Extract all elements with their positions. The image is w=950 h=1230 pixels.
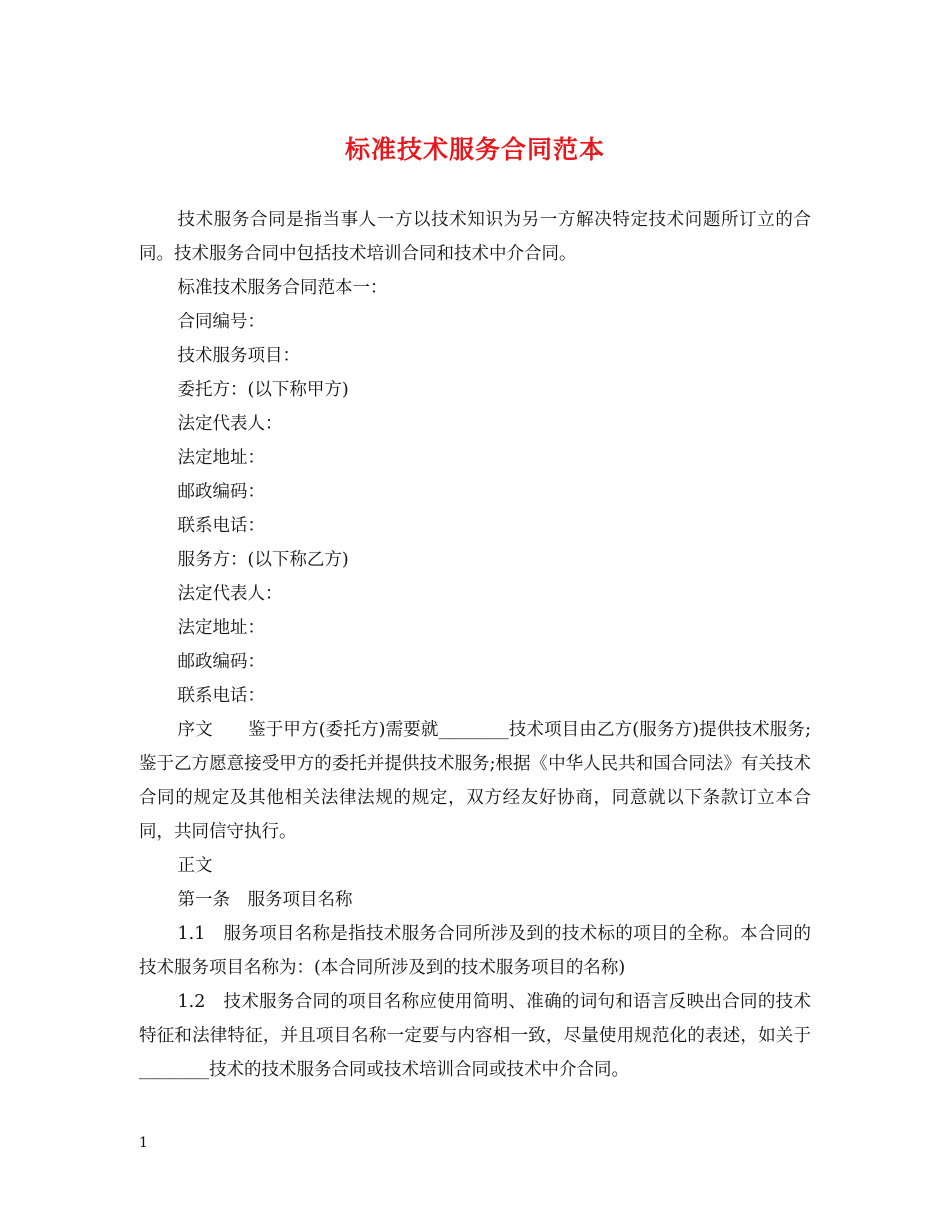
page-number: 1 (139, 1135, 148, 1151)
paragraph-provider-address: 法定地址： (177, 618, 265, 638)
paragraph-clause-1-1: 1.1 服务项目名称是指技术服务合同所涉及到的技术标的项目的全称。本合同的技术服务项目名称为：(本合同所涉及到的技术服务项目的名称) (139, 924, 811, 978)
document-title: 标准技术服务合同范本 (344, 135, 605, 164)
paragraph-provider-phone: 联系电话： (177, 686, 265, 706)
paragraph-contract-number: 合同编号： (177, 312, 265, 332)
paragraph-clause-1-2: 1.2 技术服务合同的项目名称应使用简明、准确的词句和语言反映出合同的技术特征和法律特征，并且项目名称一定要与内容相一致，尽量使用规范化的表述，如关于________技术的技术服务合同或技术培训合同或技术中介合同。 (139, 992, 811, 1080)
paragraph-client-postcode: 邮政编码： (177, 482, 265, 502)
paragraph-provider-postcode: 邮政编码： (177, 652, 265, 672)
paragraph-preamble: 序文 鉴于甲方(委托方)需要就________技术项目由乙方(服务方)提供技术服务;鉴于乙方愿意接受甲方的委托并提供技术服务;根据《中华人民共和国合同法》有关技术合同的规定及其他相关法律法规的规定，双方经友好协商，同意就以下条款订立本合同，共同信守执行。 (139, 720, 811, 842)
paragraph-provider: 服务方：(以下称乙方) (177, 550, 349, 570)
paragraph-client: 委托方：(以下称甲方) (177, 380, 349, 400)
paragraph-template-heading: 标准技术服务合同范本一： (177, 278, 388, 298)
paragraph-intro: 技术服务合同是指当事人一方以技术知识为另一方解决特定技术问题所订立的合同。技术服务合同中包括技术培训合同和技术中介合同。 (139, 210, 811, 264)
document-body (139, 203, 811, 1087)
paragraph-client-address: 法定地址： (177, 448, 265, 468)
paragraph-client-phone: 联系电话： (177, 516, 265, 536)
paragraph-main-text-heading: 正文 (177, 856, 213, 876)
paragraph-provider-representative: 法定代表人： (177, 584, 283, 604)
paragraph-article-one-heading: 第一条 服务项目名称 (177, 890, 353, 910)
paragraph-service-project: 技术服务项目： (177, 346, 300, 366)
paragraph-client-representative: 法定代表人： (177, 414, 283, 434)
